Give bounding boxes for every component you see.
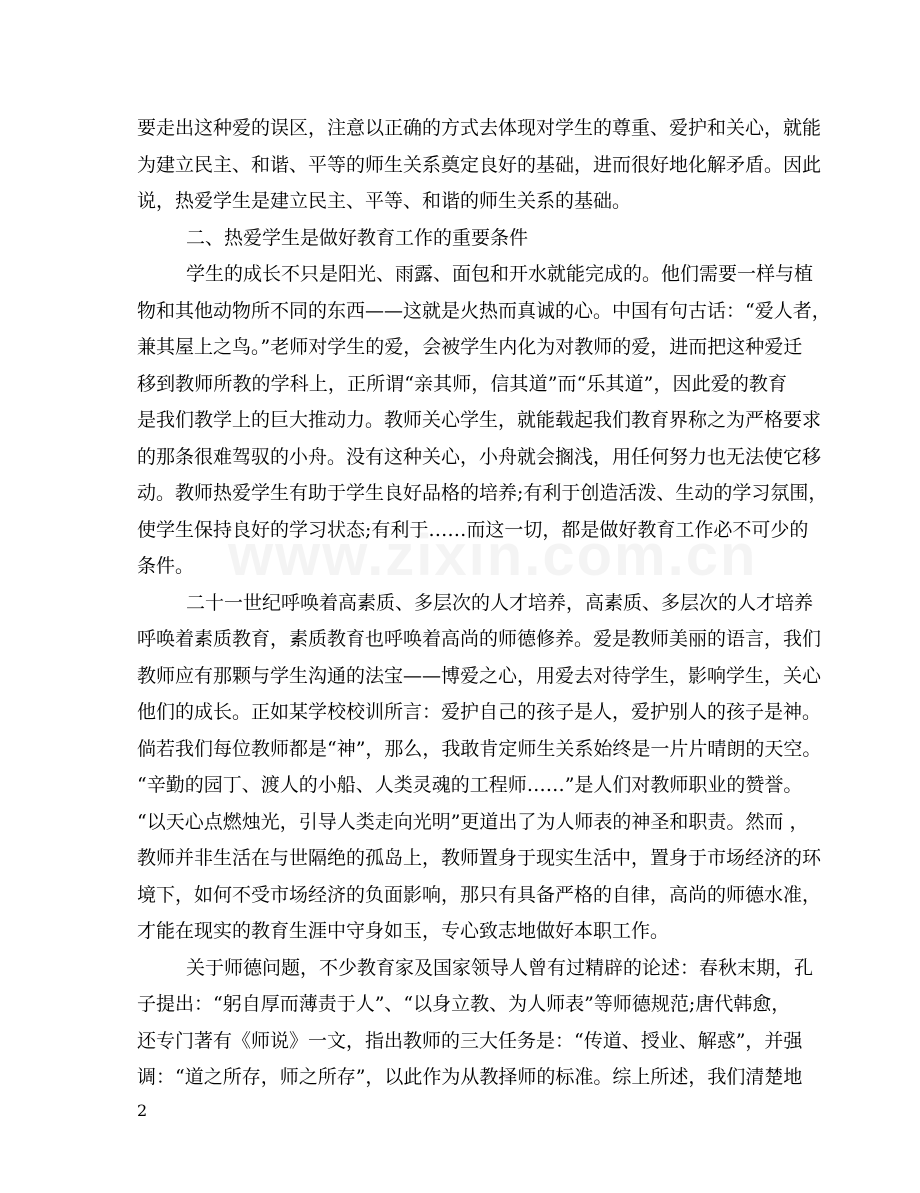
text-line: “辛勤的园丁、渡人的小船、人类灵魂的工程师……”是人们对教师职业的赞誉。 [137, 774, 803, 796]
text-line: “以天心点燃烛光，引导人类走向光明”更道出了为人师表的神圣和职责。然而 ， [137, 810, 809, 833]
section-heading: 二、热爱学生是做好教育工作的重要条件 [186, 226, 529, 249]
text-line: 为建立民主、和谐、平等的师生关系奠定良好的基础，进而很好地化解矛盾。因此 [137, 153, 822, 176]
text-line: 说，热爱学生是建立民主、平等、和谐的师生关系的基础。 [137, 190, 632, 212]
text-line: 呼唤着素质教育，素质教育也呼唤着高尚的师德修养。爱是教师美丽的语言，我们 [137, 628, 822, 650]
text-line: 是我们教学上的巨大推动力。教师关心学生，就能载起我们教育界称之为严格要求 [137, 409, 822, 431]
text-line: 子提出：“躬自厚而薄责于人”、“以身立教、为人师表”等师德规范;唐代韩愈， [137, 993, 791, 1015]
text-line: 关于师德问题，不少教育家及国家领导人曾有过精辟的论述：春秋末期，孔 [186, 956, 814, 979]
text-line: 要走出这种爱的误区，注意以正确的方式去体现对学生的尊重、爱护和关心，就能 [137, 117, 822, 139]
text-line: 教师并非生活在与世隔绝的孤岛上，教师置身于现实生活中，置身于市场经济的环 [137, 847, 822, 869]
text-line: 境下，如何不受市场经济的负面影响，那只有具备严格的自律，高尚的师德水准， [137, 883, 822, 906]
text-line: 动。教师热爱学生有助于学生良好品格的培养;有利于创造活泼、生动的学习氛围， [137, 482, 828, 504]
text-line: 条件。 [137, 555, 195, 577]
text-line: 他们的成长。正如某学校校训所言：爱护自己的孩子是人，爱护别人的孩子是神。 [137, 701, 822, 723]
text-line: 才能在现实的教育生涯中守身如玉，专心致志地做好本职工作。 [137, 920, 670, 942]
text-line: 移到教师所教的学科上，正所谓“亲其师，信其道”而“乐其道”，因此爱的教育 [137, 372, 787, 395]
page-number: 2 [137, 1101, 148, 1120]
text-line: 物和其他动物所不同的东西——这就是火热而真诚的心。中国有句古话：“爱人者， [137, 299, 831, 322]
document-body [137, 110, 831, 1096]
text-line: 兼其屋上之鸟。”老师对学生的爱，会被学生内化为对教师的爱，进而把这种爱迁 [137, 336, 803, 358]
text-line: 的那条很难驾驭的小舟。没有这种关心，小舟就会搁浅，用任何努力也无法使它移 [137, 445, 822, 468]
text-line: 倘若我们每位教师都是“神”，那么，我敢肯定师生关系始终是一片片晴朗的天空。 [137, 737, 822, 760]
text-line: 还专门著有《师说》一文，指出教师的三大任务是：“传道、授业、解惑”，并强 [137, 1029, 803, 1052]
text-line: 二十一世纪呼唤着高素质、多层次的人才培养，高素质、多层次的人才培养 [186, 591, 814, 614]
text-line: 学生的成长不只是阳光、雨露、面包和开水就能完成的。他们需要一样与植 [186, 263, 814, 285]
text-line: 使学生保持良好的学习状态;有利于……而这一切，都是做好教育工作必不可少的 [137, 518, 809, 541]
text-line: 调：“道之所存，师之所存”，以此作为从教择师的标准。综上所述，我们清楚地 [137, 1066, 803, 1088]
text-line: 教师应有那颗与学生沟通的法宝——博爱之心，用爱去对待学生，影响学生，关心 [137, 664, 822, 687]
